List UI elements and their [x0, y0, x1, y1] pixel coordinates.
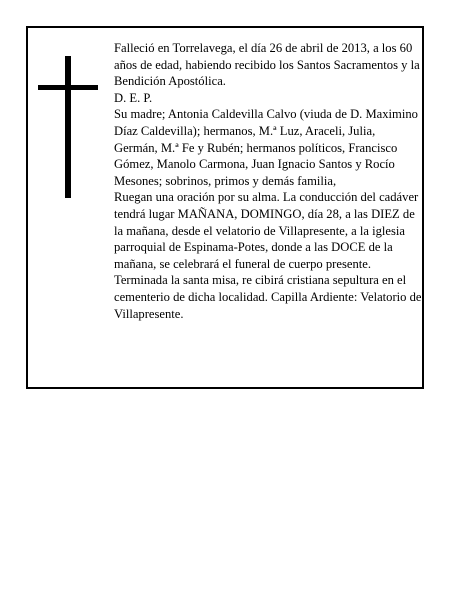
cross-vertical-bar	[65, 56, 71, 198]
rip-line: D. E. P.	[114, 90, 153, 105]
death-statement: Falleció en Torrelavega, el día 26 de abril de 2013, a los 60 años de edad, habiendo recibido los Santos Sacramentos y la Bendición Apostólica.	[114, 41, 420, 89]
obituary-text	[114, 40, 422, 322]
cross-icon	[38, 56, 98, 198]
obituary-notice	[26, 26, 424, 389]
funeral-details: Ruegan una oración por su alma. La conducción del cadáver tendrá lugar MAÑANA, DOMINGO, día 28, a las DIEZ de la mañana, desde el velatorio de Villapresente, a la iglesia parroquial de Espinama-Potes, donde a las DOCE de la mañana, se celebrará el funeral de cuerpo presente. Terminada la santa misa, re cibirá cristiana sepultura en el cementerio de dicha localidad. Capilla Ardiente: Velatorio de Villapresente.	[114, 190, 422, 321]
family-list: Su madre; Antonia Caldevilla Calvo (viuda de D. Maximino Díaz Caldevilla); hermanos, M.ª Luz, Araceli, Julia, Germán, M.ª Fe y Rubén; hermanos políticos, Francisco Gómez, Manolo Carmona, Juan Ignacio Santos y Rocío Mesones; sobrinos, primos y demás familia,	[114, 107, 418, 188]
cross-horizontal-bar	[38, 85, 98, 90]
